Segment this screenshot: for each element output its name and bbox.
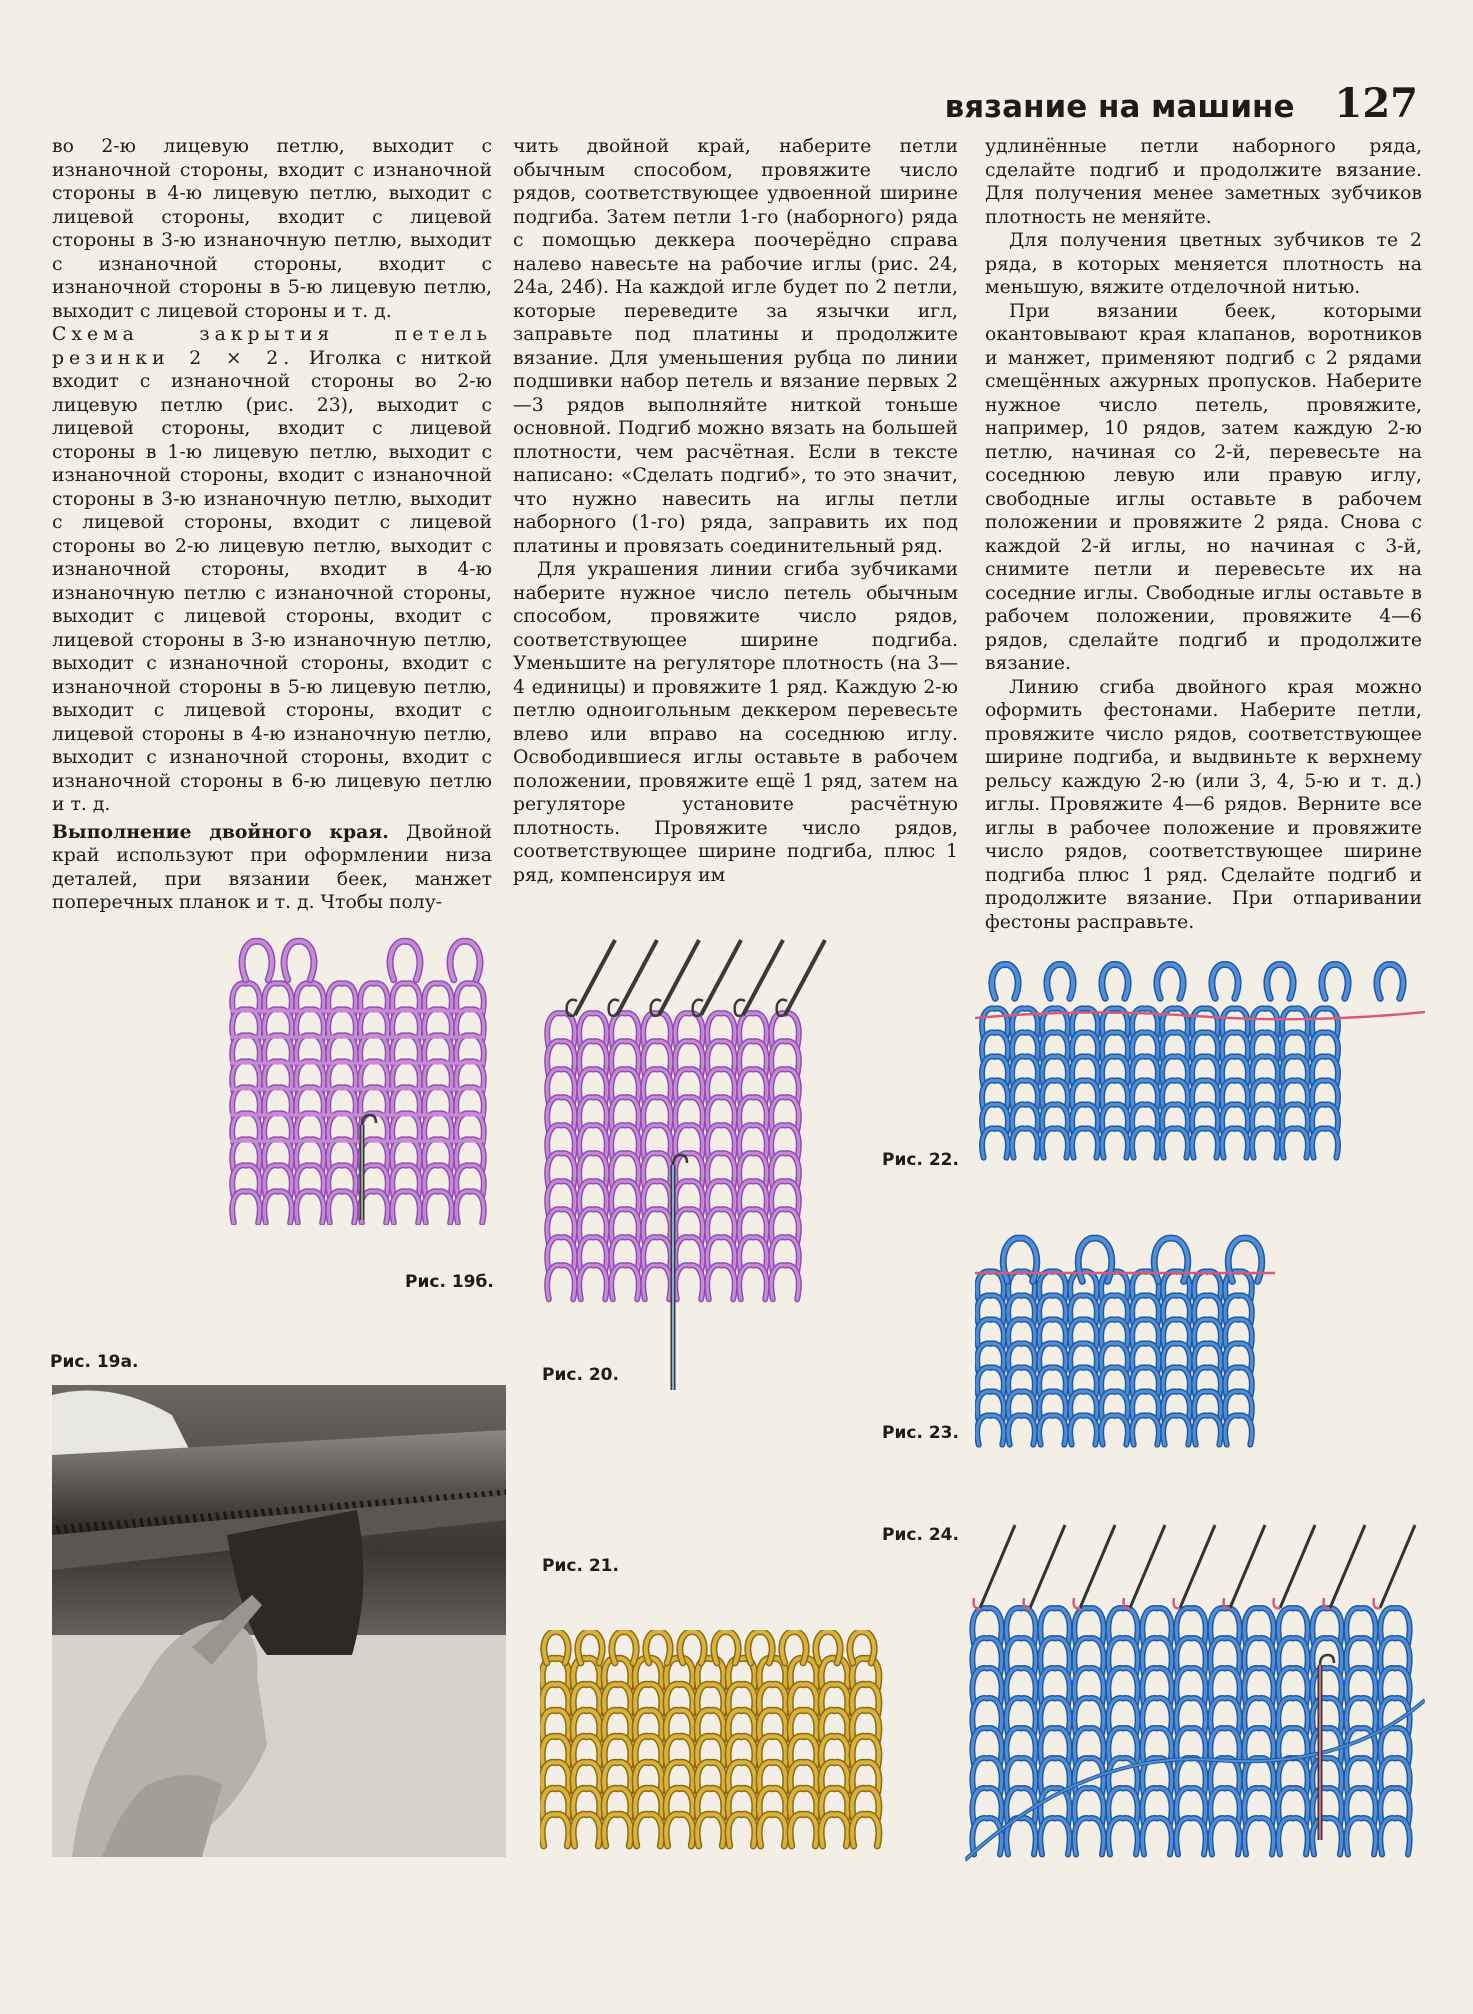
- knit-diagram-blue-hem: [965, 1520, 1425, 1880]
- paragraph: удлинённые петли наборного ряда, сделайте подгиб и продолжите вязание. Для получения менее заметных зубчиков плотность не меняйте.: [985, 136, 1422, 228]
- figure-24: [965, 1520, 1425, 1880]
- paragraph-lead: Выполнение двойного края.: [52, 820, 389, 843]
- knit-loops: [982, 1008, 1338, 1157]
- knit-loops: [542, 1658, 879, 1846]
- figure-23: [975, 1228, 1285, 1450]
- figure-22: [975, 950, 1425, 1165]
- caption-fig22: Рис. 22.: [882, 1150, 959, 1170]
- paragraph: во 2-ю лицевую петлю, выходит с изнаночной стороны, входит с изнаночной стороны в 4-ю лицевую петлю, выходит с лицевой стороны, входит с лицевой стороны в 3-ю изнаночную петлю, выходит с изнаночной стороны, входит с изнаночной стороны в 5-ю лицевую петлю, выходит с лицевой стороны и т. д.: [52, 136, 492, 322]
- knit-loops: [972, 1608, 1409, 1854]
- paragraph-lead: Схема закрытия петель резинки 2 × 2.: [52, 324, 492, 369]
- paragraph: чить двойной край, наберите петли обычным способом, провяжите число рядов, соответствующее удвоенной ширине подгиба. Затем петли 1-го (наборного) ряда с помощью деккера поочерёдно справа налево навесьте на рабочие иглы (рис. 24, 24а, 24б). На каждой игле будет по 2 петли, которые переведите за язычки игл, заправьте под платины и продолжите вязание. Для уменьшения рубца по линии подшивки набор петель и вязание первых 2—3 рядов выполняйте ниткой тоньше основной. Подгиб можно вязать на большей плотности, чем расчётная. Если в тексте написано: «Сделать подгиб», то это значит, что нужно навесить на иглы петли наборного (1-го) ряда, заправить их под платины и провязать соединительный ряд.: [513, 136, 958, 557]
- paragraph: [52, 821, 492, 915]
- text-column-2: [513, 135, 958, 887]
- figure-21: [540, 1630, 920, 1860]
- caption-fig19b: Рис. 19б.: [405, 1272, 494, 1292]
- text-column-1: [52, 135, 492, 915]
- paragraph: Для получения цветных зубчиков те 2 ряда, в которых меняется плотность на меньшую, вяжите отделочной нитью.: [985, 230, 1422, 298]
- caption-fig24: Рис. 24.: [882, 1525, 959, 1545]
- paragraph: Линию сгиба двойного края можно оформить фестонами. Наберите петли, провяжите число рядов, соответствующее ширине подгиба, и выдвиньте к верхнему рельсу каждую 2-ю (или 3, 4, 5-ю и т. д.) иглы. Провяжите 4—6 рядов. Верните все иглы в рабочее положение и провяжите число рядов, соответствующее ширине подгиба плюс 1 ряд. Сделайте подгиб и продолжите вязание. При отпаривании фестоны расправьте.: [985, 676, 1422, 933]
- figure-20: [535, 935, 835, 1405]
- knit-diagram-blue-scallop: [975, 1228, 1285, 1450]
- paragraph: [52, 323, 492, 817]
- paragraph-text: Иголка с ниткой входит с изнаночной стороны во 2-ю лицевую петлю (рис. 23), выходит с лицевой стороны, входит с лицевой стороны в 1-ю лицевую петлю, выходит с изнаночной стороны, входит с изнаночной стороны в 3-ю изнаночную петлю, выходит с лицевой стороны, входит с лицевой стороны во 2-ю лицевую петлю, выходит с изнаночной стороны, входит в 4-ю изнаночную петлю с изнаночной стороны, выходит с лицевой стороны, входит с лицевой стороны в 3-ю изнаночную петлю, выходит с изнаночной стороны, входит с изнаночной стороны в 5-ю лицевую петлю, выходит с лицевой стороны, входит с лицевой стороны в 4-ю изнаночную петлю, выходит с изнаночной стороны, входит с изнаночной стороны в 6-ю лицевую петлю и т. д.: [52, 347, 492, 815]
- knit-diagram-blue-picot: [975, 950, 1425, 1165]
- paragraph-text: Двойной край используют при оформлении низа деталей, при вязании беек, манжет поперечных планок и т. д. Чтобы полу-: [52, 821, 492, 913]
- text-column-3: [985, 135, 1422, 934]
- knit-diagram-hooks: [535, 935, 835, 1405]
- knit-loops: [977, 1271, 1252, 1444]
- caption-fig19a: Рис. 19а.: [50, 1352, 139, 1372]
- section-title: вязание на машине: [944, 89, 1295, 125]
- knit-loops: [232, 983, 484, 1223]
- paragraph: Для украшения линии сгиба зубчиками наберите нужное число петель обычным способом, провяжите число рядов, соответствующее ширине подгиба. Уменьшите на регуляторе плотность (на 3—4 единицы) и провяжите 1 ряд. Каждую 2-ю петлю одноигольным деккером перевесьте влево или вправо на соседнюю иглу. Освободившиеся иглы оставьте в рабочем положении, провяжите ещё 1 ряд, затем на регуляторе установите расчётную плотность. Провяжите число рядов, соответствующее ширине подгиба, плюс 1 ряд, компенсируя им: [513, 559, 958, 886]
- knitting-machine-photo: [52, 1385, 506, 1857]
- caption-fig20: Рис. 20.: [542, 1365, 619, 1385]
- caption-fig21: Рис. 21.: [542, 1556, 619, 1576]
- figure-19b: [225, 935, 500, 1225]
- knit-diagram-gold: [540, 1630, 920, 1860]
- knit-diagram-pink: [225, 935, 500, 1225]
- figure-19a: [52, 1385, 506, 1857]
- caption-fig23: Рис. 23.: [882, 1423, 959, 1443]
- paragraph: При вязании беек, которыми окантовывают края клапанов, воротников и манжет, применяют подгиб с 2 рядами смещённых ажурных пропусков. Наберите нужное число петель, провяжите, например, 10 рядов, затем каждую 2-ю петлю, начиная со 2-й, перевесьте на соседнюю левую или правую иглу, свободные иглы оставьте в рабочем положении и провяжите 2 ряда. Снова с каждой 2-й иглы, но начиная с 3-й, снимите петли и перевесьте их на соседние иглы. Свободные иглы оставьте в рабочем положении, провяжите 4—6 рядов, сделайте подгиб и продолжите вязание.: [985, 300, 1422, 674]
- page-header: [945, 80, 1418, 127]
- page-number: 127: [1334, 80, 1418, 127]
